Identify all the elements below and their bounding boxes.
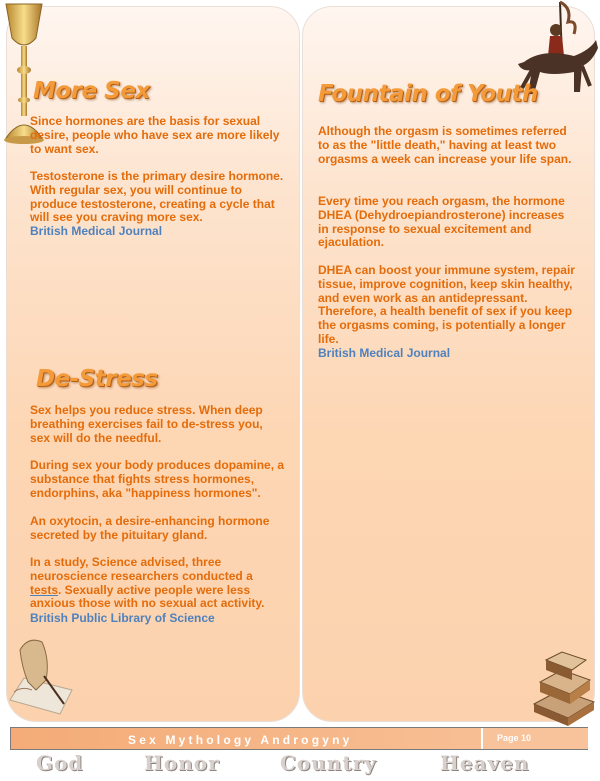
more-sex-heading: More Sex	[33, 78, 150, 104]
book-stack-icon	[528, 648, 598, 726]
writing-hand-icon	[6, 630, 76, 720]
de-stress-heading: De-Stress	[36, 366, 158, 392]
de-stress-paragraph-4	[30, 556, 286, 611]
de-stress-citation: British Public Library of Science	[30, 611, 215, 625]
fountain-citation: British Medical Journal	[318, 346, 451, 360]
fountain-paragraph-1: Although the orgasm is sometimes referred to as the "little death," having at least two orgasms a week can increase your life span.	[318, 124, 572, 166]
page-number-box	[481, 728, 588, 749]
de-stress-paragraph-3: An oxytocin, a desire-enhancing hormone secreted by the pituitary gland.	[30, 514, 270, 542]
banner-word-heaven: Heaven	[440, 751, 530, 775]
banner-word-country: Country	[280, 751, 377, 775]
de-stress-paragraph-1: Sex helps you reduce stress. When deep breathing exercises fail to de-stress you, sex will do the needful.	[30, 403, 263, 445]
de-stress-paragraph-4-start: In a study, Science advised, three neuroscience researchers conducted a	[30, 555, 253, 583]
de-stress-paragraph-2: During sex your body produces dopamine, a substance that fights stress hormones, endorphins, aka "happiness hormones".	[30, 458, 285, 500]
fountain-paragraph-2: Every time you reach orgasm, the hormone DHEA (Dehydroepiandrosterone) increases in response to sexual excitement and ejaculation.	[318, 194, 565, 250]
right-column-panel	[302, 6, 595, 722]
fountain-paragraph-3: DHEA can boost your immune system, repair tissue, improve cognition, keep skin healthy, and even work as an antidepressant. Therefore, a health benefit of sex if you keep the orgasms coming, is potentially a longer life.	[318, 263, 575, 346]
de-stress-paragraph-4-end: . Sexually active people were less anxious those with no sexual act activity.	[30, 582, 265, 611]
footer-bar	[10, 727, 588, 750]
more-sex-paragraph-2: Testosterone is the primary desire hormone. With regular sex, you will continue to produce testosterone, creating a cycle that will see you craving more sex.	[30, 169, 284, 225]
banner-word-honor: Honor	[144, 751, 220, 775]
footer-title: Sex Mythology Androgyny	[128, 733, 353, 747]
fountain-of-youth-heading: Fountain of Youth	[318, 81, 538, 107]
page-number: Page 10	[497, 733, 532, 743]
more-sex-paragraph-1: Since hormones are the basis for sexual desire, people who have sex are more likely to want sex.	[30, 114, 280, 156]
more-sex-citation: British Medical Journal	[30, 224, 163, 238]
banner-word-god: God	[36, 751, 84, 775]
tests-word: tests	[30, 582, 59, 597]
